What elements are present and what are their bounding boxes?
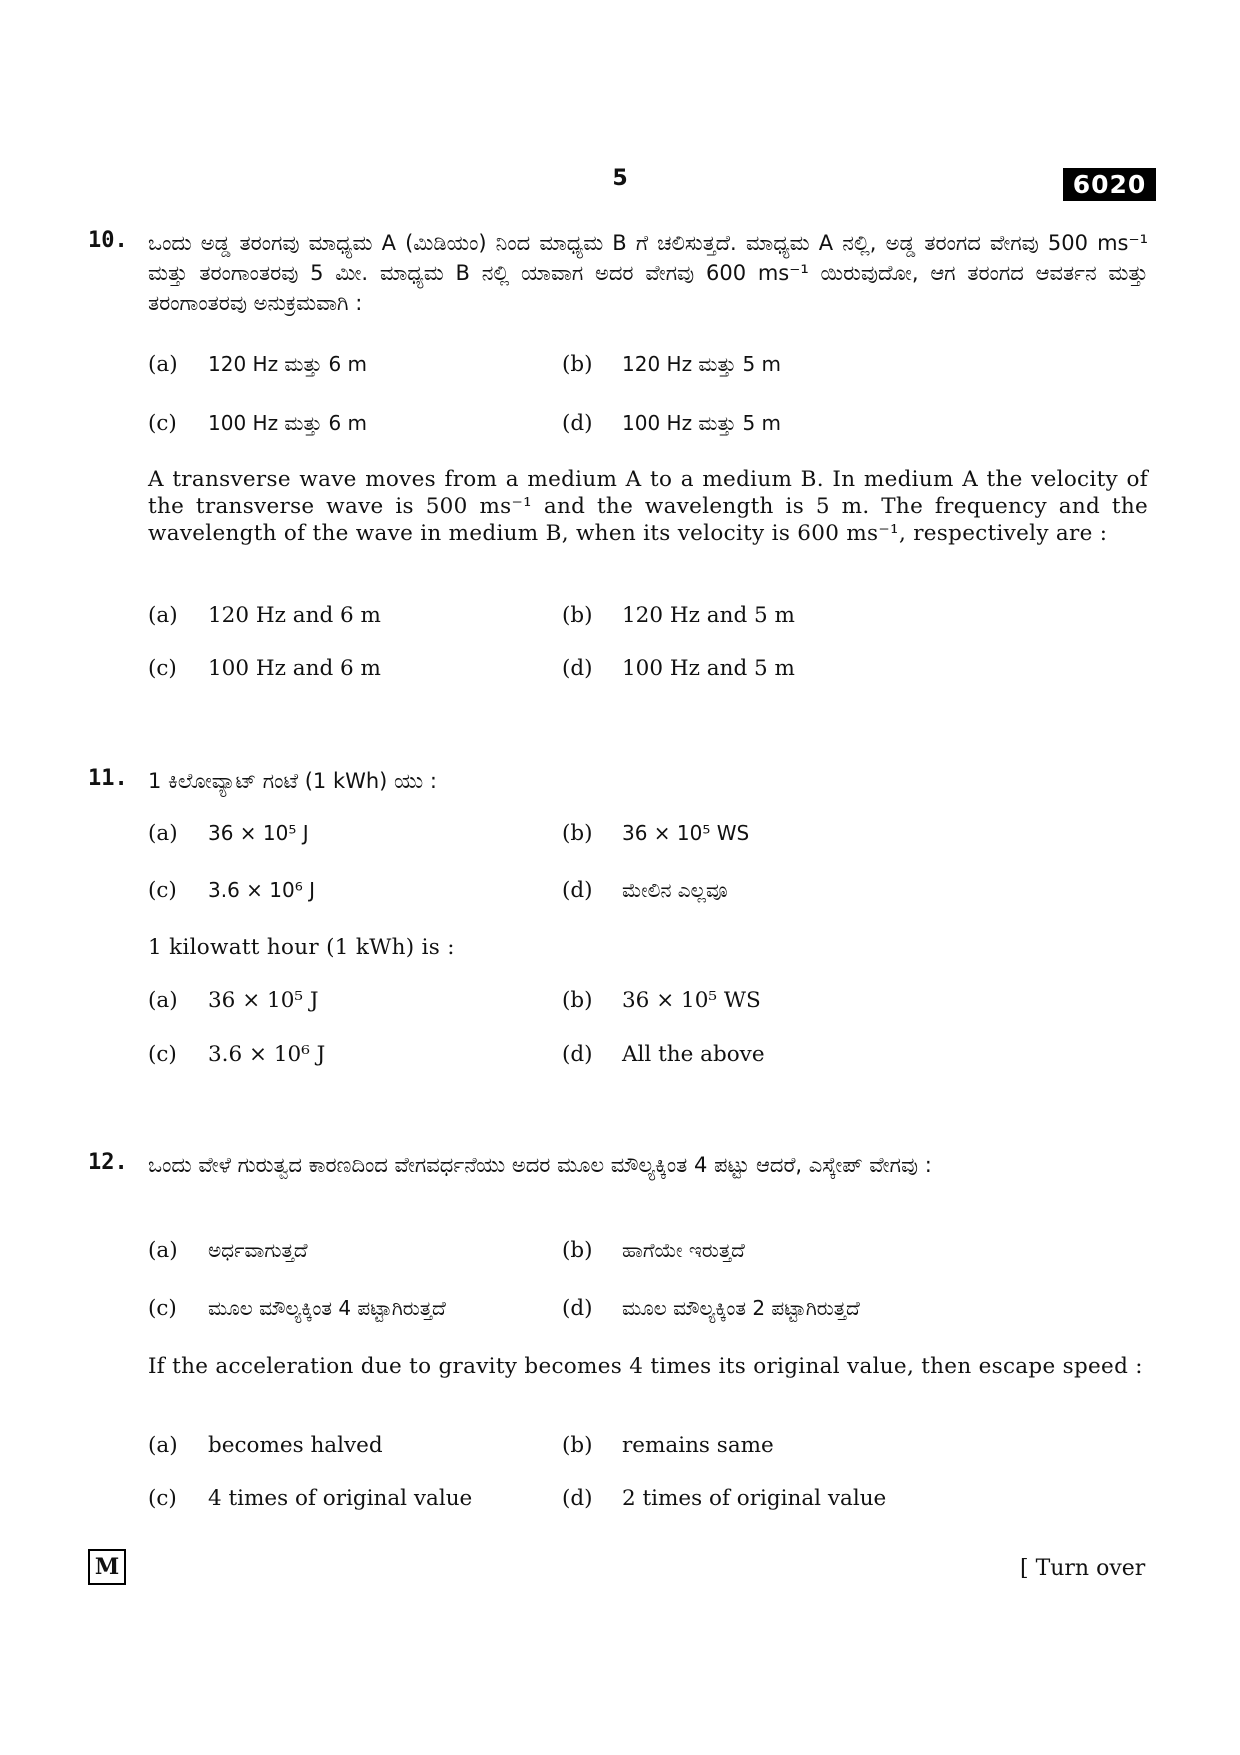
option-label: (b) bbox=[562, 1238, 593, 1263]
option-a-english[interactable] bbox=[148, 988, 318, 1013]
option-label: (c) bbox=[148, 878, 177, 903]
option-text: 120 Hz and 6 m bbox=[208, 603, 381, 628]
option-label: (c) bbox=[148, 1042, 177, 1067]
question-text-english: A transverse wave moves from a medium A to a medium B. In medium A the velocity of the transverse wave is 500 ms⁻¹ and the wavelength is 5 m. The frequency and the wavelength of the wave in medium B, when its velocity is 600 ms⁻¹, respectively are : bbox=[148, 467, 1148, 546]
question-text-kannada: 1 ಕಿಲೋವ್ಯಾಟ್ ಗಂಟೆ (1 kWh) ಯು : bbox=[148, 769, 437, 793]
option-label: (a) bbox=[148, 603, 178, 628]
option-b-english[interactable] bbox=[562, 1433, 774, 1458]
option-a-kannada[interactable] bbox=[148, 821, 309, 846]
option-d-kannada[interactable] bbox=[562, 1296, 860, 1321]
option-text: ಮೇಲಿನ ಎಲ್ಲವೂ bbox=[622, 878, 728, 902]
option-text: 36 × 10⁵ WS bbox=[622, 988, 761, 1013]
option-b-kannada[interactable] bbox=[562, 1238, 745, 1263]
option-text: 4 times of original value bbox=[208, 1486, 473, 1511]
option-label: (d) bbox=[562, 1296, 593, 1321]
option-b-english[interactable] bbox=[562, 603, 795, 628]
option-text: All the above bbox=[622, 1042, 765, 1067]
option-text: 100 Hz and 5 m bbox=[622, 656, 795, 681]
option-text: 120 Hz ಮತ್ತು 5 m bbox=[622, 352, 782, 376]
question-text-english: 1 kilowatt hour (1 kWh) is : bbox=[148, 935, 455, 960]
option-a-english[interactable] bbox=[148, 603, 381, 628]
option-text: becomes halved bbox=[208, 1433, 383, 1458]
option-b-kannada[interactable] bbox=[562, 352, 781, 377]
option-label: (a) bbox=[148, 1433, 178, 1458]
option-label: (c) bbox=[148, 1296, 177, 1321]
option-text: ಮೂಲ ಮೌಲ್ಯಕ್ಕಿಂತ 4 ಪಟ್ಟಾಗಿರುತ್ತದೆ bbox=[208, 1296, 446, 1320]
option-d-kannada[interactable] bbox=[562, 411, 781, 436]
option-label: (b) bbox=[562, 603, 593, 628]
question-text-kannada: ಒಂದು ಅಡ್ಡ ತರಂಗವು ಮಾಧ್ಯಮ A (ಮಿಡಿಯಂ) ನಿಂದ ಮಾಧ್ಯಮ B ಗೆ ಚಲಿಸುತ್ತದೆ. ಮಾಧ್ಯಮ A ನಲ್ಲಿ, ಅಡ್ಡ ತರಂಗದ ವೇಗವು 500 ms⁻¹ ಮತ್ತು ತರಂಗಾಂತರವು 5 ಮೀ. ಮಾಧ್ಯಮ B ನಲ್ಲಿ ಯಾವಾಗ ಅದರ ವೇಗವು 600 ms⁻¹ ಯಿರುವುದೋ, ಆಗ ತರಂಗದ ಆವರ್ತನ ಮತ್ತು ತರಂಗಾಂತರವು ಅನುಕ್ರಮವಾಗಿ : bbox=[148, 231, 1148, 315]
turn-over-label: [ Turn over bbox=[1020, 1556, 1146, 1581]
question-text-kannada: ಒಂದು ವೇಳೆ ಗುರುತ್ವದ ಕಾರಣದಿಂದ ವೇಗವರ್ಧನೆಯು ಅದರ ಮೂಲ ಮೌಲ್ಯಕ್ಕಿಂತ 4 ಪಟ್ಟು ಆದರೆ, ಎಸ್ಕೇಪ್ ವೇಗವು : bbox=[148, 1153, 932, 1177]
option-text: ಅರ್ಧವಾಗುತ್ತದೆ bbox=[208, 1238, 308, 1262]
option-d-english[interactable] bbox=[562, 1486, 886, 1511]
option-label: (a) bbox=[148, 988, 178, 1013]
option-text: 36 × 10⁵ J bbox=[208, 988, 319, 1013]
option-text: 120 Hz ಮತ್ತು 6 m bbox=[208, 352, 368, 376]
option-label: (b) bbox=[562, 988, 593, 1013]
medium-mark-box: M bbox=[88, 1549, 126, 1585]
option-text: remains same bbox=[622, 1433, 774, 1458]
question-number: 10. bbox=[88, 228, 128, 253]
option-text: 36 × 10⁵ J bbox=[208, 821, 309, 845]
option-text: 2 times of original value bbox=[622, 1486, 887, 1511]
paper-code-badge: 6020 bbox=[1063, 168, 1156, 201]
option-label: (a) bbox=[148, 1238, 178, 1263]
option-label: (c) bbox=[148, 656, 177, 681]
option-label: (a) bbox=[148, 352, 178, 377]
option-c-kannada[interactable] bbox=[148, 1296, 446, 1321]
option-label: (b) bbox=[562, 821, 593, 846]
option-label: (d) bbox=[562, 878, 593, 903]
option-label: (a) bbox=[148, 821, 178, 846]
option-d-kannada[interactable] bbox=[562, 878, 728, 903]
option-label: (b) bbox=[562, 352, 593, 377]
option-b-english[interactable] bbox=[562, 988, 761, 1013]
option-label: (d) bbox=[562, 656, 593, 681]
option-label: (d) bbox=[562, 411, 593, 436]
option-label: (d) bbox=[562, 1042, 593, 1067]
option-c-english[interactable] bbox=[148, 656, 381, 681]
question-number: 12. bbox=[88, 1150, 128, 1175]
option-text: ಮೂಲ ಮೌಲ್ಯಕ್ಕಿಂತ 2 ಪಟ್ಟಾಗಿರುತ್ತದೆ bbox=[622, 1296, 860, 1320]
option-d-english[interactable] bbox=[562, 1042, 765, 1067]
option-text: 3.6 × 10⁶ J bbox=[208, 878, 316, 902]
option-a-kannada[interactable] bbox=[148, 352, 367, 377]
option-c-english[interactable] bbox=[148, 1486, 472, 1511]
option-a-english[interactable] bbox=[148, 1433, 383, 1458]
option-text: 100 Hz ಮತ್ತು 6 m bbox=[208, 411, 368, 435]
question-number: 11. bbox=[88, 766, 128, 791]
option-label: (b) bbox=[562, 1433, 593, 1458]
option-text: 100 Hz and 6 m bbox=[208, 656, 381, 681]
option-label: (d) bbox=[562, 1486, 593, 1511]
option-c-kannada[interactable] bbox=[148, 411, 367, 436]
option-text: 3.6 × 10⁶ J bbox=[208, 1042, 326, 1067]
page-number: 5 bbox=[612, 166, 628, 191]
option-a-kannada[interactable] bbox=[148, 1238, 308, 1263]
question-text-english: If the acceleration due to gravity becomes 4 times its original value, then escape speed : bbox=[148, 1354, 1143, 1379]
option-d-english[interactable] bbox=[562, 656, 795, 681]
option-b-kannada[interactable] bbox=[562, 821, 749, 846]
option-label: (c) bbox=[148, 1486, 177, 1511]
option-text: 100 Hz ಮತ್ತು 5 m bbox=[622, 411, 782, 435]
option-text: 36 × 10⁵ WS bbox=[622, 821, 750, 845]
option-text: 120 Hz and 5 m bbox=[622, 603, 795, 628]
option-label: (c) bbox=[148, 411, 177, 436]
option-c-english[interactable] bbox=[148, 1042, 325, 1067]
option-text: ಹಾಗೆಯೇ ಇರುತ್ತದೆ bbox=[622, 1238, 745, 1262]
option-c-kannada[interactable] bbox=[148, 878, 315, 903]
